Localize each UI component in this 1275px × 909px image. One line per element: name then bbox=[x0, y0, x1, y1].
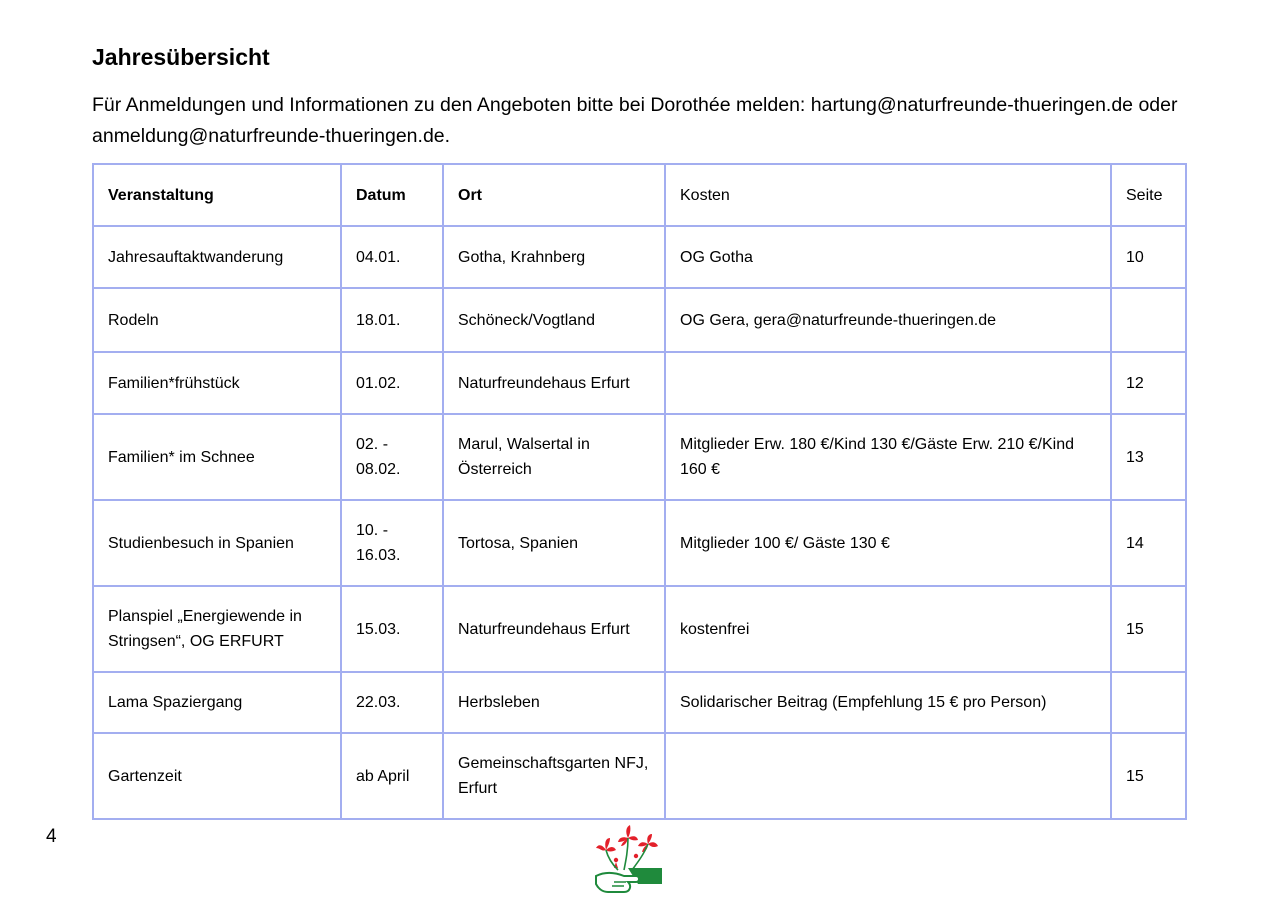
cell-event: Familien* im Schnee bbox=[93, 414, 341, 500]
cell-page: 13 bbox=[1111, 414, 1186, 500]
cell-page: 10 bbox=[1111, 226, 1186, 288]
cell-date: 15.03. bbox=[341, 586, 443, 672]
table-row bbox=[93, 226, 1186, 288]
cell-event: Lama Spaziergang bbox=[93, 672, 341, 733]
cell-place: Tortosa, Spanien bbox=[443, 500, 665, 586]
cell-cost: Solidarischer Beitrag (Empfehlung 15 € pro Person) bbox=[665, 672, 1111, 733]
cell-cost: kostenfrei bbox=[665, 586, 1111, 672]
cell-cost: OG Gera, gera@naturfreunde-thueringen.de bbox=[665, 288, 1111, 352]
cell-place: Naturfreundehaus Erfurt bbox=[443, 586, 665, 672]
table-header-row bbox=[93, 164, 1186, 226]
cell-page: 15 bbox=[1111, 733, 1186, 819]
cell-date: 18.01. bbox=[341, 288, 443, 352]
cell-event: Rodeln bbox=[93, 288, 341, 352]
intro-text: Für Anmeldungen und Informationen zu den Angeboten bitte bei Dorothée melden: hartung@naturfreunde-thueringen.de oder anmeldung@naturfreunde-thueringen.de. bbox=[92, 94, 1178, 147]
cell-page: 15 bbox=[1111, 586, 1186, 672]
cell-date: 02. - 08.02. bbox=[341, 414, 443, 500]
cell-cost bbox=[665, 352, 1111, 414]
cell-cost: Mitglieder Erw. 180 €/Kind 130 €/Gäste Erw. 210 €/Kind 160 € bbox=[665, 414, 1111, 500]
cell-page: 12 bbox=[1111, 352, 1186, 414]
table-row bbox=[93, 414, 1186, 500]
cell-place: Naturfreundehaus Erfurt bbox=[443, 352, 665, 414]
cell-page bbox=[1111, 288, 1186, 352]
cell-place: Gemeinschaftsgarten NFJ, Erfurt bbox=[443, 733, 665, 819]
cell-event: Gartenzeit bbox=[93, 733, 341, 819]
cell-date: 04.01. bbox=[341, 226, 443, 288]
header-place: Ort bbox=[443, 164, 665, 226]
naturfreunde-logo-icon bbox=[592, 822, 664, 896]
events-table bbox=[92, 163, 1187, 820]
cell-place: Schöneck/Vogtland bbox=[443, 288, 665, 352]
table-row bbox=[93, 672, 1186, 733]
cell-event: Planspiel „Energiewende in Stringsen“, OG ERFURT bbox=[93, 586, 341, 672]
header-page: Seite bbox=[1111, 164, 1186, 226]
cell-place: Marul, Walsertal in Österreich bbox=[443, 414, 665, 500]
cell-date: ab April bbox=[341, 733, 443, 819]
cell-cost: Mitglieder 100 €/ Gäste 130 € bbox=[665, 500, 1111, 586]
cell-page: 14 bbox=[1111, 500, 1186, 586]
table-row bbox=[93, 733, 1186, 819]
header-cost: Kosten bbox=[665, 164, 1111, 226]
table-row bbox=[93, 586, 1186, 672]
cell-date: 10. - 16.03. bbox=[341, 500, 443, 586]
cell-date: 01.02. bbox=[341, 352, 443, 414]
page-title: Jahresübersicht bbox=[92, 44, 270, 70]
cell-cost bbox=[665, 733, 1111, 819]
cell-place: Herbsleben bbox=[443, 672, 665, 733]
header-date: Datum bbox=[341, 164, 443, 226]
table-row bbox=[93, 352, 1186, 414]
header-event: Veranstaltung bbox=[93, 164, 341, 226]
cell-event: Familien*frühstück bbox=[93, 352, 341, 414]
cell-event: Jahresauftaktwanderung bbox=[93, 226, 341, 288]
cell-date: 22.03. bbox=[341, 672, 443, 733]
cell-place: Gotha, Krahnberg bbox=[443, 226, 665, 288]
cell-event: Studienbesuch in Spanien bbox=[93, 500, 341, 586]
table-row bbox=[93, 288, 1186, 352]
cell-cost: OG Gotha bbox=[665, 226, 1111, 288]
page-number: 4 bbox=[46, 826, 57, 847]
cell-page bbox=[1111, 672, 1186, 733]
table-row bbox=[93, 500, 1186, 586]
